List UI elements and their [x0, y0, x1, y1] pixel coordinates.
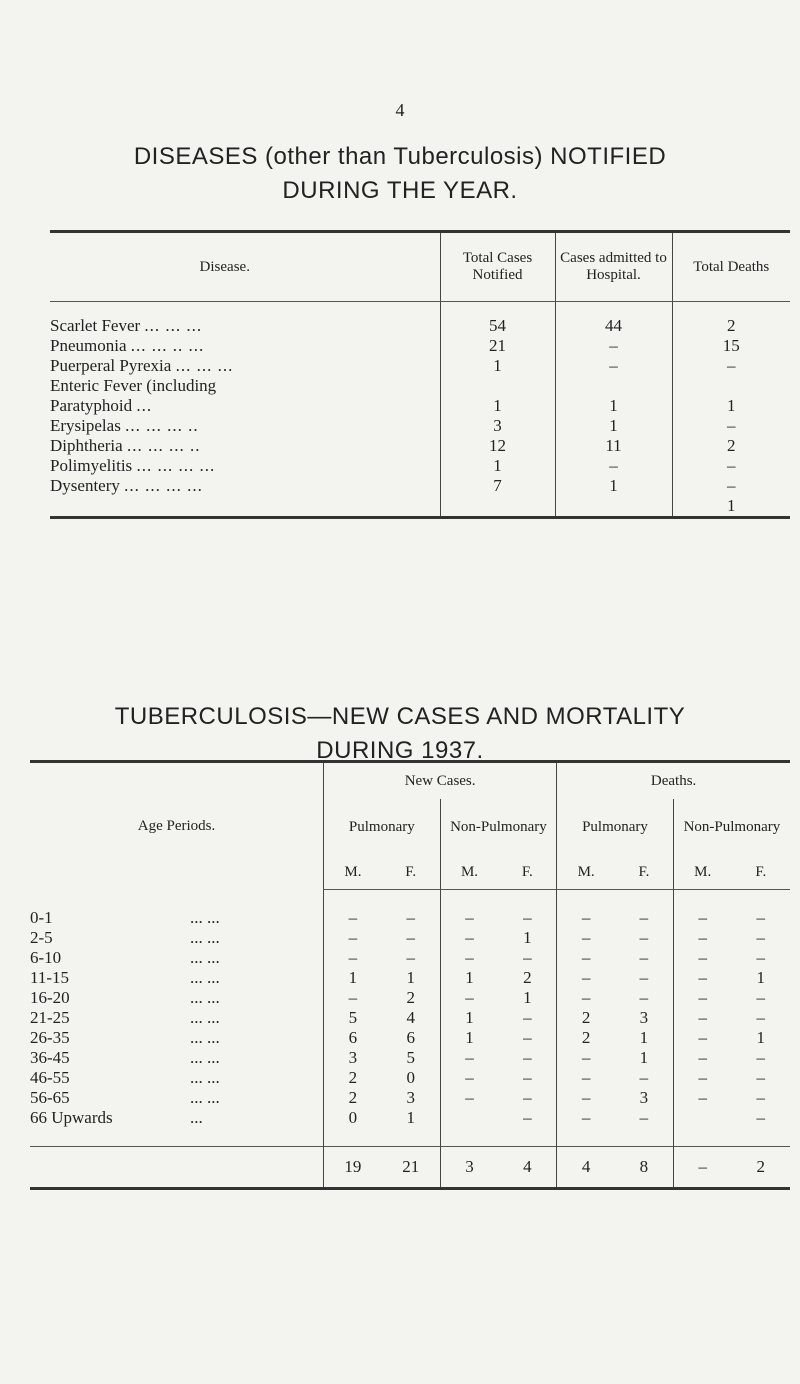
disease-row [50, 376, 790, 396]
age-row [30, 1088, 790, 1108]
leader-dots: ... ... [190, 948, 220, 967]
header-m: M. [673, 855, 731, 890]
disease-row [50, 436, 790, 456]
disease-row [50, 476, 790, 496]
diseases-table [50, 230, 790, 519]
leader-dots: ... ... ... ... [136, 456, 216, 475]
total-new-non-pulmonary-f: 4 [498, 1147, 556, 1189]
header-age-periods: Age Periods. [137, 817, 216, 834]
new-pulmonary-f: 3 [406, 1088, 415, 1107]
new-pulmonary-f: 0 [406, 1068, 415, 1087]
new-non-pulmonary-m [440, 1108, 498, 1128]
new-non-pulmonary-f: – [523, 948, 532, 967]
new-pulmonary-f: – [406, 908, 415, 927]
deaths-pulmonary-f: – [639, 968, 649, 987]
age-row [30, 928, 790, 948]
deaths-non-pulmonary-f: – [756, 1068, 766, 1087]
disease-name: Paratyphoid [50, 396, 133, 415]
age-row [30, 908, 790, 928]
deaths-pulmonary-m: – [557, 1088, 615, 1108]
leader-dots: ... ... [190, 1068, 220, 1087]
new-pulmonary-f: 6 [406, 1028, 415, 1047]
leader-dots: ... ... [190, 928, 220, 947]
disease-name: Dysentery [50, 476, 120, 495]
age-period-cell [30, 1028, 324, 1048]
new-non-pulmonary-m: 1 [440, 1008, 498, 1028]
deaths-pulmonary-m: – [557, 908, 615, 928]
age-row [30, 1028, 790, 1048]
header-f: F. [615, 855, 673, 890]
new-non-pulmonary-m: – [440, 1088, 498, 1108]
leader-dots: ... ... [190, 968, 220, 987]
new-non-pulmonary-m: – [440, 988, 498, 1008]
new-non-pulmonary-f: – [523, 1028, 532, 1047]
leader-dots: ... ... [190, 988, 220, 1007]
tuberculosis-heading-line2: DURING 1937. [316, 737, 484, 764]
new-non-pulmonary-m: 1 [440, 1028, 498, 1048]
new-pulmonary-m: 1 [324, 968, 382, 988]
deaths-pulmonary-f: – [639, 928, 649, 947]
total-new-non-pulmonary-m: 3 [440, 1147, 498, 1189]
tuberculosis-heading-line1: TUBERCULOSIS—NEW CASES AND MORTALITY [114, 703, 686, 730]
deaths-non-pulmonary-f: – [756, 1108, 766, 1127]
disease-name-cell [50, 436, 440, 456]
new-pulmonary-f: 4 [406, 1008, 415, 1027]
deaths-pulmonary-m: – [557, 988, 615, 1008]
new-non-pulmonary-f: – [523, 1008, 532, 1027]
deaths-pulmonary-m: – [557, 948, 615, 968]
cases-notified: 12 [440, 436, 555, 456]
header-f: F. [498, 855, 556, 890]
leader-dots: ... ... ... [144, 316, 203, 335]
disease-row [50, 336, 790, 356]
cases-admitted: – [555, 456, 672, 476]
disease-row [50, 416, 790, 436]
cases-admitted: – [555, 356, 672, 376]
deaths-pulmonary-f: 3 [639, 1088, 649, 1107]
age-period-cell [30, 988, 324, 1008]
age-period: 36-45 [30, 1048, 70, 1067]
leader-dots: ... ... [190, 1048, 220, 1067]
new-non-pulmonary-f: 1 [523, 988, 532, 1007]
deaths-non-pulmonary-f: – [756, 988, 766, 1007]
leader-dots: ... ... .. ... [130, 336, 205, 355]
cases-notified: 1 [440, 456, 555, 476]
cases-notified: 3 [440, 416, 555, 436]
header-total-deaths: Total Deaths [672, 232, 790, 302]
diseases-heading [0, 140, 800, 208]
new-pulmonary-f: 5 [406, 1048, 415, 1067]
new-pulmonary-m: 0 [324, 1108, 382, 1128]
deaths-non-pulmonary-m: – [673, 908, 731, 928]
disease-row [50, 356, 790, 376]
age-period-cell [30, 1068, 324, 1088]
new-non-pulmonary-f: – [523, 1068, 532, 1087]
leader-dots: ... [190, 1108, 203, 1127]
cases-notified [440, 496, 555, 518]
new-non-pulmonary-m: – [440, 1048, 498, 1068]
total-deaths: – [672, 416, 790, 436]
new-non-pulmonary-f: – [523, 908, 532, 927]
total-deaths [672, 376, 790, 396]
new-pulmonary-m: 2 [324, 1068, 382, 1088]
new-pulmonary-m: 6 [324, 1028, 382, 1048]
cases-admitted: – [555, 336, 672, 356]
tuberculosis-table-body [30, 890, 790, 1189]
disease-name: Diphtheria [50, 436, 123, 455]
total-deaths-pulmonary-m: 4 [557, 1147, 615, 1189]
deaths-pulmonary-f: 3 [639, 1008, 649, 1027]
disease-name: Scarlet Fever [50, 316, 141, 335]
disease-name-cell [50, 456, 440, 476]
new-pulmonary-m: – [324, 908, 382, 928]
deaths-pulmonary-m: 2 [557, 1028, 615, 1048]
leader-dots: ... ... ... ... [124, 476, 203, 495]
cases-notified: 21 [440, 336, 555, 356]
age-period: 11-15 [30, 968, 70, 987]
age-period: 21-25 [30, 1008, 70, 1027]
cases-admitted [555, 376, 672, 396]
age-row [30, 988, 790, 1008]
new-pulmonary-m: 3 [324, 1048, 382, 1068]
deaths-non-pulmonary-f: – [756, 1008, 766, 1027]
cases-admitted: 11 [555, 436, 672, 456]
age-row [30, 968, 790, 988]
total-deaths: 2 [672, 436, 790, 456]
deaths-pulmonary-m: – [557, 1068, 615, 1088]
age-row [30, 1108, 790, 1128]
deaths-non-pulmonary-m: – [673, 1088, 731, 1108]
new-pulmonary-f: 1 [406, 968, 415, 987]
deaths-non-pulmonary-m: – [673, 988, 731, 1008]
disease-name: Puerperal Pyrexia [50, 356, 172, 375]
deaths-pulmonary-m: – [557, 1048, 615, 1068]
deaths-non-pulmonary-f: – [756, 948, 766, 967]
age-period: 0-1 [30, 908, 53, 927]
age-period-cell [30, 1048, 324, 1068]
new-non-pulmonary-f: – [523, 1048, 532, 1067]
new-non-pulmonary-m: – [440, 948, 498, 968]
leader-dots: ... ... [190, 908, 220, 927]
total-new-pulmonary-f: 21 [382, 1147, 440, 1189]
deaths-non-pulmonary-f: – [756, 928, 766, 947]
header-deaths-pulmonary: Pulmonary [557, 799, 674, 855]
deaths-non-pulmonary-m [673, 1108, 731, 1128]
new-non-pulmonary-m: 1 [440, 968, 498, 988]
disease-name-cell [50, 396, 440, 416]
new-pulmonary-m: – [324, 928, 382, 948]
age-period: 16-20 [30, 988, 70, 1007]
total-deaths-non-pulmonary-f: 2 [732, 1147, 790, 1189]
total-deaths: – [672, 356, 790, 376]
total-deaths: – [672, 476, 790, 496]
header-m: M. [557, 855, 615, 890]
cases-notified: 1 [440, 356, 555, 376]
age-period-cell [30, 908, 324, 928]
leader-dots: ... ... [190, 1008, 220, 1027]
deaths-pulmonary-m: – [557, 968, 615, 988]
age-period: 66 Upwards [30, 1108, 113, 1127]
cases-admitted: 1 [555, 416, 672, 436]
deaths-non-pulmonary-f: 1 [756, 1028, 766, 1047]
new-pulmonary-m: – [324, 988, 382, 1008]
age-period: 46-55 [30, 1068, 70, 1087]
deaths-pulmonary-f: – [639, 988, 649, 1007]
deaths-pulmonary-m: – [557, 1108, 615, 1128]
deaths-pulmonary-m: 2 [557, 1008, 615, 1028]
deaths-non-pulmonary-m: – [673, 1028, 731, 1048]
age-period-cell [30, 948, 324, 968]
total-new-pulmonary-m: 19 [324, 1147, 382, 1189]
deaths-non-pulmonary-f: – [756, 1088, 766, 1107]
deaths-non-pulmonary-m: – [673, 1008, 731, 1028]
age-period-cell [30, 1088, 324, 1108]
deaths-non-pulmonary-m: – [673, 968, 731, 988]
deaths-non-pulmonary-f: – [756, 908, 766, 927]
diseases-heading-line1: DISEASES (other than Tuberculosis) NOTIFIED [133, 143, 667, 170]
deaths-pulmonary-f: – [639, 908, 649, 927]
diseases-heading-line2: DURING THE YEAR. [282, 177, 518, 204]
disease-name-cell [50, 316, 440, 336]
disease-row [50, 496, 790, 518]
cases-notified: 54 [440, 316, 555, 336]
new-non-pulmonary-m: – [440, 928, 498, 948]
header-new-pulmonary: Pulmonary [324, 799, 441, 855]
header-total-notified: Total Cases Notified [440, 232, 555, 302]
age-row [30, 1068, 790, 1088]
header-f: F. [382, 855, 440, 890]
cases-notified: 7 [440, 476, 555, 496]
totals-label-cell [30, 1147, 324, 1189]
new-pulmonary-m: – [324, 948, 382, 968]
deaths-pulmonary-f: 1 [639, 1028, 649, 1047]
new-pulmonary-m: 5 [324, 1008, 382, 1028]
new-non-pulmonary-f: 1 [523, 928, 532, 947]
disease-name: Erysipelas [50, 416, 121, 435]
total-deaths: 1 [672, 396, 790, 416]
age-period: 26-35 [30, 1028, 70, 1047]
tuberculosis-table [30, 760, 790, 1190]
age-period-cell [30, 968, 324, 988]
totals-row [30, 1147, 790, 1189]
new-non-pulmonary-m: – [440, 1068, 498, 1088]
deaths-non-pulmonary-m: – [673, 1068, 731, 1088]
deaths-pulmonary-f: 1 [639, 1048, 649, 1067]
total-deaths: 1 [672, 496, 790, 518]
new-pulmonary-f: 2 [406, 988, 415, 1007]
age-period: 6-10 [30, 948, 62, 967]
disease-name-cell [50, 476, 440, 496]
new-pulmonary-f: – [406, 928, 415, 947]
cases-notified [440, 376, 555, 396]
cases-admitted: 44 [555, 316, 672, 336]
cases-admitted: 1 [555, 396, 672, 416]
cases-admitted [555, 496, 672, 518]
new-pulmonary-f: – [406, 948, 415, 967]
deaths-non-pulmonary-m: – [673, 948, 731, 968]
leader-dots: ... ... [190, 1088, 220, 1107]
age-period: 2-5 [30, 928, 53, 947]
header-new-cases: New Cases. [324, 762, 557, 800]
page-number: 4 [395, 100, 405, 120]
age-row [30, 1008, 790, 1028]
age-period: 56-65 [30, 1088, 70, 1107]
header-deaths: Deaths. [557, 762, 790, 800]
tuberculosis-heading [0, 700, 800, 768]
disease-name: Enteric Fever (including [50, 376, 217, 395]
total-deaths: 15 [672, 336, 790, 356]
age-period-cell [30, 1008, 324, 1028]
deaths-non-pulmonary-f: 1 [756, 968, 766, 987]
disease-name-cell [50, 496, 440, 518]
disease-name-cell [50, 356, 440, 376]
new-non-pulmonary-m: – [440, 908, 498, 928]
diseases-table-body [50, 302, 790, 518]
leader-dots: ... ... ... [175, 356, 234, 375]
deaths-non-pulmonary-m: – [673, 928, 731, 948]
disease-name: Pneumonia [50, 336, 127, 355]
deaths-pulmonary-f: – [639, 948, 649, 967]
leader-dots: ... ... ... .. [125, 416, 199, 435]
total-deaths-pulmonary-f: 8 [615, 1147, 673, 1189]
age-period-cell [30, 928, 324, 948]
disease-name-cell [50, 336, 440, 356]
deaths-pulmonary-f: – [639, 1068, 649, 1087]
disease-name-cell [50, 416, 440, 436]
disease-row [50, 396, 790, 416]
total-deaths-non-pulmonary-m: – [673, 1147, 731, 1189]
disease-name-cell [50, 376, 440, 396]
disease-name: Polimyelitis [50, 456, 133, 475]
leader-dots: ... ... ... .. [126, 436, 201, 455]
disease-row [50, 316, 790, 336]
leader-dots: ... [136, 396, 153, 415]
new-non-pulmonary-f: – [523, 1108, 532, 1127]
cases-notified: 1 [440, 396, 555, 416]
deaths-non-pulmonary-m: – [673, 1048, 731, 1068]
deaths-pulmonary-m: – [557, 928, 615, 948]
total-deaths: – [672, 456, 790, 476]
header-m: M. [440, 855, 498, 890]
disease-row [50, 456, 790, 476]
deaths-pulmonary-f: – [639, 1108, 649, 1127]
header-f: F. [732, 855, 790, 890]
leader-dots: ... ... [190, 1028, 220, 1047]
age-row [30, 948, 790, 968]
deaths-non-pulmonary-f: – [756, 1048, 766, 1067]
header-m: M. [324, 855, 382, 890]
header-admitted: Cases admitted to Hospital. [555, 232, 672, 302]
header-disease: Disease. [50, 232, 440, 302]
age-period-cell [30, 1108, 324, 1128]
cases-admitted: 1 [555, 476, 672, 496]
new-pulmonary-f: 1 [406, 1108, 415, 1127]
new-pulmonary-m: 2 [324, 1088, 382, 1108]
new-non-pulmonary-f: 2 [523, 968, 532, 987]
age-row [30, 1048, 790, 1068]
header-new-non-pulmonary: Non-Pulmonary [440, 799, 557, 855]
total-deaths: 2 [672, 316, 790, 336]
header-deaths-non-pulmonary: Non-Pulmonary [673, 799, 790, 855]
new-non-pulmonary-f: – [523, 1088, 532, 1107]
